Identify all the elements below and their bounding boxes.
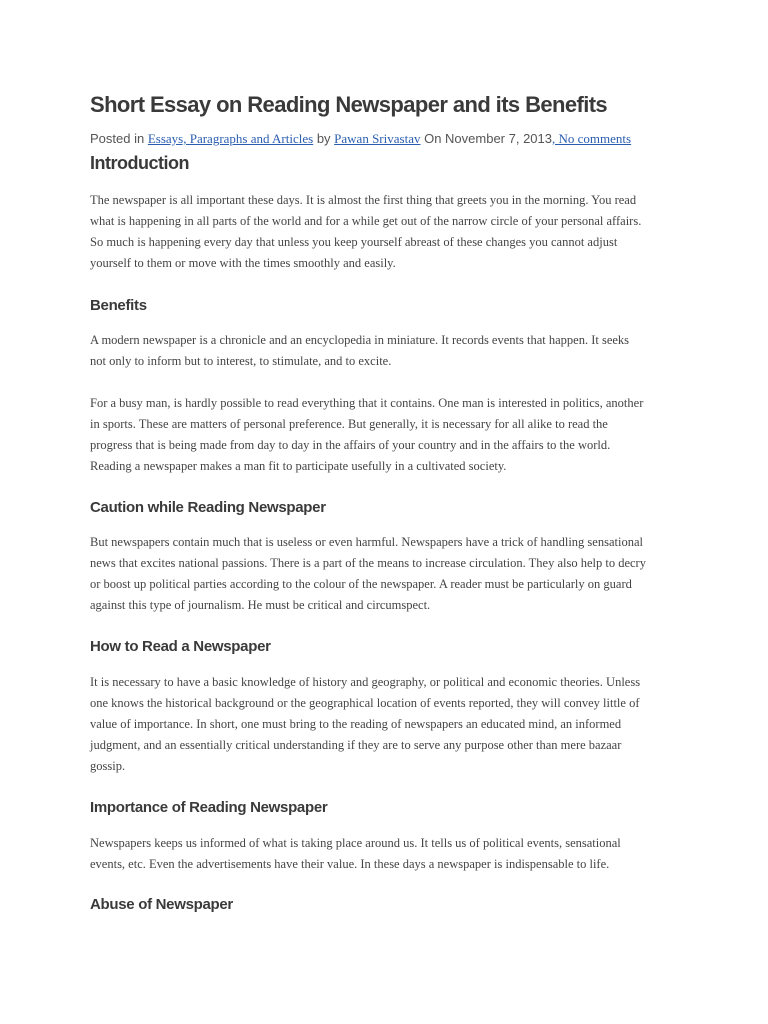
post-date: On November 7, 2013 — [424, 131, 552, 146]
text-line: gossip. — [90, 759, 126, 773]
paragraph-how-to-read — [90, 672, 690, 777]
text-line: Newspapers keeps us informed of what is taking place around us. It tells us of political events, sensational — [90, 836, 621, 850]
category-link[interactable]: Essays, Paragraphs and Articles — [147, 131, 314, 146]
paragraph-introduction — [90, 190, 690, 274]
post-meta — [90, 131, 631, 147]
text-line: It is necessary to have a basic knowledge of history and geography, or political and economic theories. Unless — [90, 675, 641, 689]
text-line: yourself to them or move with the times smoothly and easily. — [90, 256, 396, 270]
text-line: But newspapers contain much that is useless or even harmful. Newspapers have a trick of handling sensational — [90, 535, 643, 549]
author-link[interactable]: Pawan Srivastav — [334, 131, 421, 146]
by-label: by — [316, 131, 331, 146]
heading-importance: Importance of Reading Newspaper — [90, 799, 328, 816]
text-line: value of importance. In short, one must bring to the reading of newspapers an educated mind, an informed — [90, 717, 622, 731]
text-line: progress that is being made from day to day in the affairs of your country and in the affairs to the world. — [90, 438, 611, 452]
comments-link[interactable]: , No comments — [552, 131, 632, 146]
text-line: news that excites national passions. There is a part of the means to increase circulation. They also help to decry — [90, 556, 646, 570]
heading-caution: Caution while Reading Newspaper — [90, 499, 326, 516]
heading-introduction: Introduction — [90, 153, 189, 173]
text-line: So much is happening every day that unless you keep yourself abreast of these changes you cannot adjust — [90, 235, 618, 249]
text-line: Reading a newspaper makes a man fit to participate usefully in a cultivated society. — [90, 459, 507, 473]
posted-in-label: Posted in — [90, 131, 145, 146]
text-line: what is happening in all parts of the world and for a while get out of the narrow circle of your personal affairs. — [90, 214, 642, 228]
text-line: judgment, and an essentially critical understanding if they are to serve any purpose other than mere bazaar — [90, 738, 622, 752]
paragraph-benefits-2 — [90, 393, 690, 477]
text-line: or boost up political parties according to the colour of the newspaper. A reader must be particularly on guard — [90, 577, 632, 591]
heading-abuse: Abuse of Newspaper — [90, 896, 233, 913]
paragraph-importance — [90, 833, 690, 875]
text-line: For a busy man, is hardly possible to read everything that it contains. One man is interested in politics, another — [90, 396, 644, 410]
paragraph-benefits-1 — [90, 330, 690, 372]
text-line: in sports. These are matters of personal preference. But generally, it is necessary for all alike to read the — [90, 417, 608, 431]
text-line: A modern newspaper is a chronicle and an encyclopedia in miniature. It records events that happen. It seeks — [90, 333, 630, 347]
text-line: one knows the historical background or the geographical location of events reported, they will convey little of — [90, 696, 640, 710]
text-line: The newspaper is all important these days. It is almost the first thing that greets you in the morning. You read — [90, 193, 637, 207]
article-title: Short Essay on Reading Newspaper and its Benefits — [90, 92, 608, 117]
heading-how-to-read: How to Read a Newspaper — [90, 638, 271, 655]
heading-benefits: Benefits — [90, 297, 147, 314]
text-line: events, etc. Even the advertisements have their value. In these days a newspaper is indispensable to life. — [90, 857, 610, 871]
text-line: not only to inform but to interest, to stimulate, and to excite. — [90, 354, 392, 368]
text-line: against this type of journalism. He must be critical and circumspect. — [90, 598, 431, 612]
paragraph-caution — [90, 532, 690, 616]
